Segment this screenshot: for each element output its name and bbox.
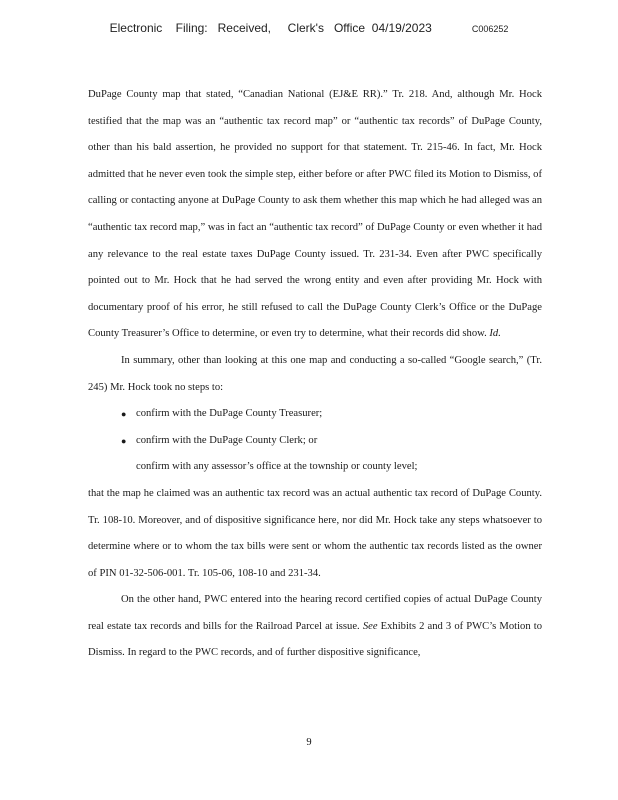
citation-see: See [362,620,378,632]
bullet-list [88,401,542,481]
page-number: 9 [306,737,312,748]
paragraph-4: On the other hand, PWC entered into the hearing record certified copies of actual DuPage County real estate tax records and bills for the Railroad Parcel at issue. See Exhibits 2 and 3 of PWC’s Motion to Dismiss. In regard to the PWC records, and of further dispositive significance, [88,594,542,659]
bullet-icon: ● [121,409,127,420]
list-item: confirm with any assessor’s office at the township or county level; [136,461,418,473]
bullet-icon: ● [121,435,127,446]
citation-id: Id. [489,328,501,340]
paragraph-3: that the map he claimed was an authentic tax record was an actual authentic tax record of DuPage County. Tr. 108-10. Moreover, and of dispositive significance here, nor did Mr. Hock take any steps whatsoever to determine where or to whom the tax bills were sent or whom the authentic tax records listed as the owner of PIN 01-32-506-001. Tr. 105-06, 108-10 and 231-34. [88,487,542,579]
list-item: ● confirm with the DuPage County Clerk; or [88,428,542,455]
document-body [88,82,542,667]
paragraph-1: DuPage County map that stated, “Canadian National (EJ&E RR).” Tr. 218. And, although Mr. Hock testified that the map was an “authentic tax record map” or “authentic tax records” of DuPage County, other than his bald assertion, he provided no support for that statement. Tr. 215-46. In fact, Mr. Hock admitted that he never even took the simple step, either before or after PWC filed its Motion to Dismiss, of calling or contacting anyone at DuPage County to ask them whether this map which he had alleged was an “authentic tax record map,” was in fact an “authentic tax record” of DuPage County or even whether it had any relevance to the real estate taxes DuPage County issued. Tr. 231-34. Even after PWC specifically pointed out to Mr. Hock that he had served the wrong entity and even after providing Mr. Hock with documentary proof of his error, he still refused to call the DuPage County Clerk’s Office or the DuPage County Treasurer’s Office to determine, or even try to determine, what their records did show. Id. [88,89,542,340]
paragraph-2: In summary, other than looking at this one map and conducting a so-called “Google search,” (Tr. 245) Mr. Hock took no steps to: [88,354,542,393]
filing-header [0,21,618,35]
list-item: ● confirm with the DuPage County Treasurer; [88,401,542,428]
filing-stamp: Electronic Filing: Received, Clerk's Office 04/19/2023 [109,21,432,35]
document-code: C006252 [471,24,509,34]
